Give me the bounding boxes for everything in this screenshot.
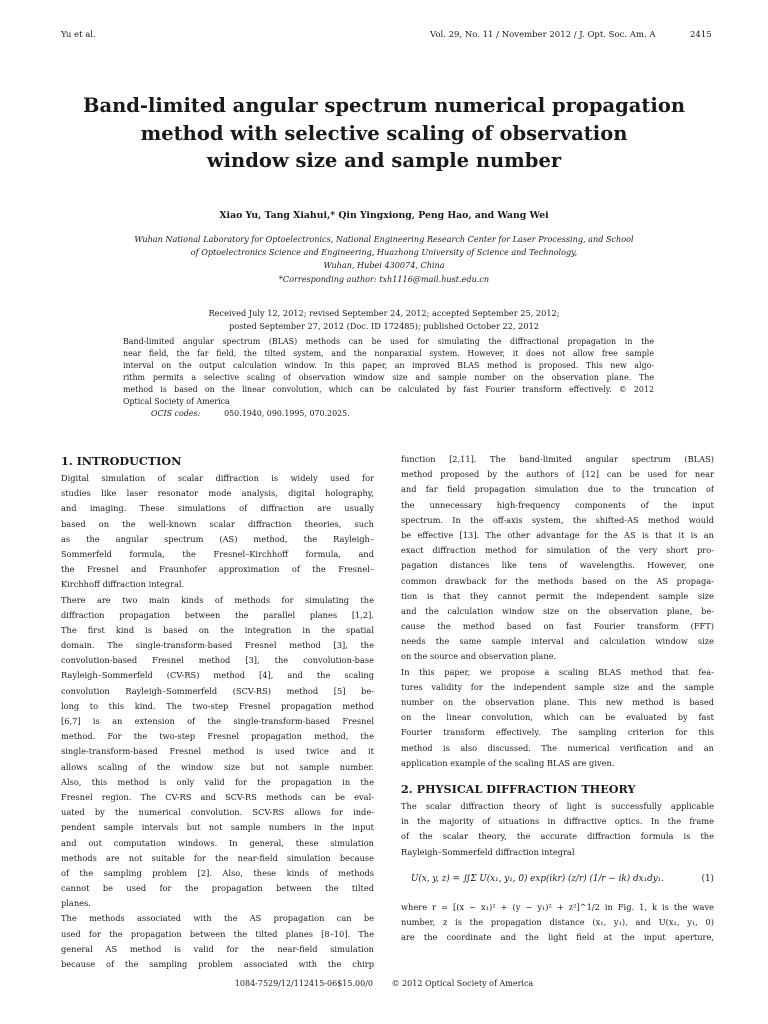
text-line: spectrum. In the off-axis system, the shifted-AS method would: [401, 514, 714, 525]
affiliation-line: of Optoelectronics Science and Engineering, Huazhong University of Science and Technology,: [190, 247, 578, 258]
text-line: on the linear convolution, which can be evaluated by fast: [401, 712, 714, 723]
text-line: long to this kind. The two-step Fresnel propagation method: [61, 700, 374, 711]
text-line: because of the sampling problem associated with the chirp: [61, 959, 374, 969]
received-dates: [120, 307, 648, 333]
running-author: Yu et al.: [61, 30, 96, 40]
text-line: function [2,11]. The band-limited angular spectrum (BLAS): [401, 454, 714, 464]
received-line: posted September 27, 2012 (Doc. ID 172485); published October 22, 2012: [228, 320, 540, 331]
corresponding-author: *Corresponding author: txh1116@mail.hust.edu.cn: [278, 273, 490, 284]
text-line: Rayleigh–Sommerfeld (CV-RS) method [4], and the scaling: [61, 670, 374, 681]
text-line: Sommerfeld formula, the Fresnel–Kirchhoff formula, and: [61, 548, 374, 559]
left-column: [61, 452, 374, 972]
theory-text: [401, 799, 714, 860]
text-line: planes.: [61, 898, 91, 909]
text-line: tion is that they cannot permit the independent sample size: [401, 590, 714, 601]
text-line: are the coordinate and the light field at the input aperture,: [401, 932, 714, 943]
text-line: tures validity for the independent sample size and the sample: [401, 681, 714, 692]
text-line: number on the observation plane. This new method is based: [401, 697, 714, 707]
text-line: In this paper, we propose a scaling BLAS method that fea-: [401, 666, 714, 677]
text-line: pagation distances like tens of wavelengths. However, one: [401, 560, 714, 571]
author-list: Xiao Yu, Tang Xiahui,* Qin Yingxiong, Peng Hao, and Wang Wei: [219, 210, 549, 221]
equation-number: (1): [701, 873, 714, 884]
footer-copyright: © 2012 Optical Society of America: [391, 979, 534, 988]
text-line: be effective [13]. The other advantage for the AS is that it is an: [401, 529, 714, 540]
right-column-intro-text: [401, 452, 714, 771]
journal-info: Vol. 29, No. 11 / November 2012 / J. Opt. Soc. Am. A: [430, 30, 656, 40]
text-line: number, z is the propagation distance (x₁, y₁), and U(x₁, y₁, 0): [401, 916, 714, 927]
text-line: where r = [(x − x₁)² + (y − y₁)² + z²]^1/2 in Fig. 1, k is the wave: [401, 901, 714, 912]
text-line: The methods associated with the AS propagation can be: [61, 913, 374, 924]
text-line: based on the well-known scalar diffraction theories, such: [61, 518, 374, 529]
text-line: allows scaling of the window size but not sample number.: [61, 761, 374, 772]
footer-code: 1084-7529/12/112415-06$15.00/0: [234, 979, 373, 988]
text-line: method proposed by the authors of [12] can be used for near: [401, 469, 714, 480]
ocis-codes: [123, 408, 654, 420]
affiliation-line: Wuhan, Hubei 430074, China: [323, 260, 445, 271]
abstract-line: Band-limited angular spectrum (BLAS) methods can be used for simulating the diffractional propagation in the: [123, 337, 654, 346]
text-line: methods are not suitable for the near-field simulation because: [61, 852, 374, 863]
left-column-text: [61, 471, 374, 972]
text-line: pendent sample intervals but not sample numbers in the input: [61, 822, 374, 833]
text-line: and the calculation window size on the observation plane, be-: [401, 605, 714, 616]
text-line: method. For the two-step Fresnel propagation method, the: [61, 731, 374, 742]
abstract-line: interval on the output calculation window. In this paper, an improved BLAS method is proposed. This new algo-: [123, 361, 654, 370]
text-line: the unnecessary high-frequency components of the input: [401, 499, 714, 510]
text-line: Also, this method is only valid for the propagation in the: [61, 776, 374, 787]
page-number: 2415: [690, 30, 712, 40]
text-line: as the angular spectrum (AS) method, the Rayleigh–: [61, 533, 374, 544]
text-line: convolution-based Fresnel method [3], the convolution-base: [61, 655, 374, 666]
affiliation-line: Wuhan National Laboratory for Optoelectronics, National Engineering Research Center for Laser Processing, and School: [134, 234, 634, 244]
text-line: Fourier transform effectively. The sampling criterion for this: [401, 727, 714, 738]
equation-explanation-text: [401, 900, 714, 946]
title-line: window size and sample number: [206, 149, 562, 172]
text-line: method is also discussed. The numerical verification and an: [401, 742, 714, 753]
received-line: Received July 12, 2012; revised September 24, 2012; accepted September 25, 2012;: [208, 308, 560, 318]
text-line: convolution Rayleigh–Sommerfeld (SCV-RS) method [5] be-: [61, 685, 374, 696]
page-footer: [0, 979, 768, 988]
ocis-label: OCIS codes:: [151, 409, 201, 418]
text-line: studies like laser resonator mode analysis, digital holography,: [61, 488, 374, 499]
text-line: cannot be used for the propagation between the tilted: [61, 883, 374, 894]
abstract-line: rithm permits a selective scaling of observation window size and sample number on the observation plane. The: [123, 373, 654, 382]
text-line: The first kind is based on the integration in the spatial: [61, 624, 374, 635]
text-line: common drawback for the methods based on the AS propaga-: [401, 575, 714, 586]
title-line: method with selective scaling of observation: [140, 121, 628, 145]
text-line: application example of the scaling BLAS are given.: [401, 757, 615, 768]
text-line: and imaging. These simulations of diffraction are usually: [61, 503, 374, 514]
text-line: There are two main kinds of methods for simulating the: [61, 594, 374, 605]
text-line: and out computation windows. In general, these simulation: [61, 837, 374, 848]
text-line: the Fresnel and Fraunhofer approximation of the Fresnel–: [61, 564, 374, 575]
text-line: Fresnel region. The CV-RS and SCV-RS methods can be eval-: [61, 791, 374, 802]
section-heading-theory: 2. PHYSICAL DIFFRACTION THEORY: [401, 781, 636, 796]
text-line: [6,7] is an extension of the single-transform-based Fresnel: [61, 716, 374, 726]
text-line: of the sampling problem [2]. Also, these kinds of methods: [61, 867, 374, 878]
affiliation: [92, 233, 676, 286]
paper-title: [60, 92, 708, 175]
abstract: [123, 336, 654, 420]
text-line: in the majority of situations in diffractive optics. In the frame: [401, 816, 714, 827]
text-line: domain. The single-transform-based Fresnel method [3], the: [61, 640, 374, 651]
text-line: uated by the numerical convolution. SCV-RS allows for inde-: [61, 807, 374, 818]
text-line: exact diffraction method for simulation of the very short pro-: [401, 545, 714, 556]
text-line: needs the same sample interval and calculation window size: [401, 636, 714, 647]
title-line: Band-limited angular spectrum numerical propagation: [82, 94, 686, 117]
text-line: Digital simulation of scalar diffraction is widely used for: [61, 473, 374, 483]
equation-text: U(x, y, z) = ∬Σ U(x₁, y₁, 0) exp(ikr) (z/r) (1/r − ik) dx₁dy₁.: [411, 873, 665, 884]
section-heading-introduction: 1. INTRODUCTION: [61, 454, 182, 468]
ocis-values: 050.1940, 090.1995, 070.2025.: [224, 409, 350, 418]
text-line: single-transform-based Fresnel method is used twice and it: [61, 746, 374, 757]
abstract-line: Optical Society of America: [123, 397, 230, 406]
text-line: and far field propagation simulation due to the truncation of: [401, 484, 714, 495]
text-line: used for the propagation between the tilted planes [8–10]. The: [61, 928, 374, 939]
text-line: cause the method based on fast Fourier transform (FFT): [401, 621, 714, 632]
text-line: diffraction propagation between the parallel planes [1,2].: [61, 609, 374, 620]
abstract-line: method is based on the linear convolution, which can be calculated by fast Fourier transform effectively. © 2012: [123, 385, 654, 394]
text-line: on the source and observation plane.: [401, 651, 557, 662]
text-line: The scalar diffraction theory of light is successfully applicable: [401, 800, 714, 811]
abstract-line: near field, the far field, the tilted system, and the nonparaxial system. However, it does not allow free sample: [123, 349, 654, 358]
text-line: of the scalar theory, the accurate diffraction formula is the: [401, 831, 714, 842]
text-line: Rayleigh–Sommerfeld diffraction integral: [401, 846, 575, 857]
text-line: general AS method is valid for the near-field simulation: [61, 943, 374, 954]
equation-1: [401, 864, 714, 894]
right-column: [401, 452, 714, 945]
text-line: Kirchhoff diffraction integral.: [61, 579, 185, 590]
